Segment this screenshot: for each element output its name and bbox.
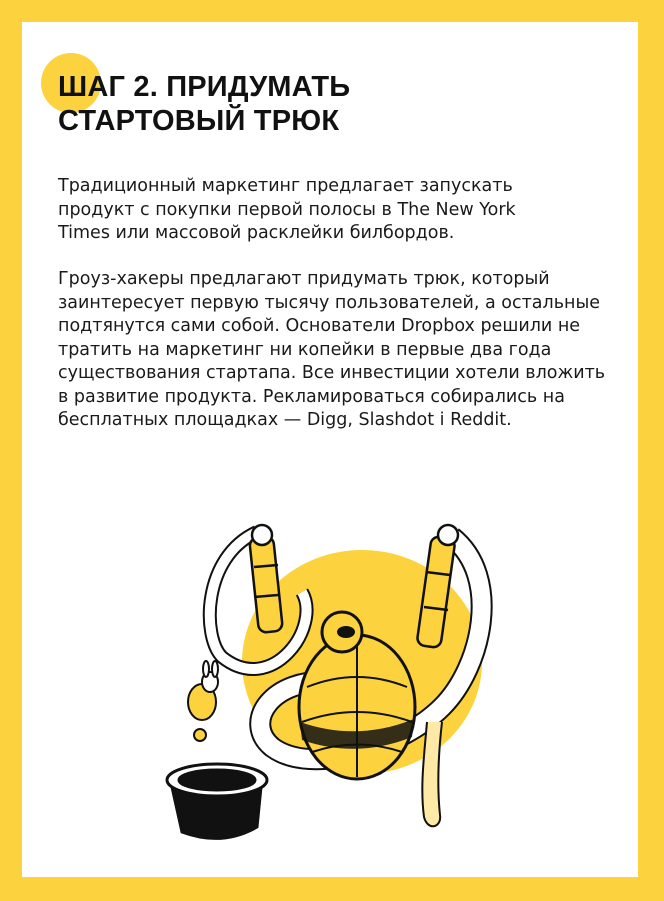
paragraph-1-line: Традиционный маркетинг предлагает запускать [58,176,513,196]
paragraph-2-line: Гроуз-хакеры предлагают придумать трюк, который [58,269,550,289]
content-card [22,22,638,877]
paragraph-1-line: продукт с покупки первой полосы в The New York [58,199,516,220]
top-hat [167,764,267,838]
title-line-2: СТАРТОВЫЙ ТРЮК [58,105,340,137]
bunny [188,661,218,741]
paragraph-2-line: заинтересует первую тысячу пользователей, а остальные [58,292,601,313]
ribbon-drip [422,722,442,826]
paragraph-2-line: в развитие продукта. Рекламироваться собирались на [58,386,565,407]
paragraph-1 [58,175,630,246]
paragraph-2-line: бесплатных площадках — Digg, Slashdot і Reddit. [58,410,512,430]
title-line-1: ШАГ 2. ПРИДУМАТЬ [58,71,351,103]
robot-magician-icon [162,497,502,842]
paragraph-2-line: существования стартапа. Все инвестиции хотели вложить [58,363,606,383]
paragraph-1-line: Times или массовой расклейки билбордов. [58,223,455,243]
paragraph-2-line: подтянутся сами собой. Основатели Dropbox решили не [58,316,581,336]
page-title [58,70,350,138]
paragraph-2-line: тратить на маркетинг ни копейки в первые два года [58,339,552,360]
paragraph-2 [58,268,630,433]
